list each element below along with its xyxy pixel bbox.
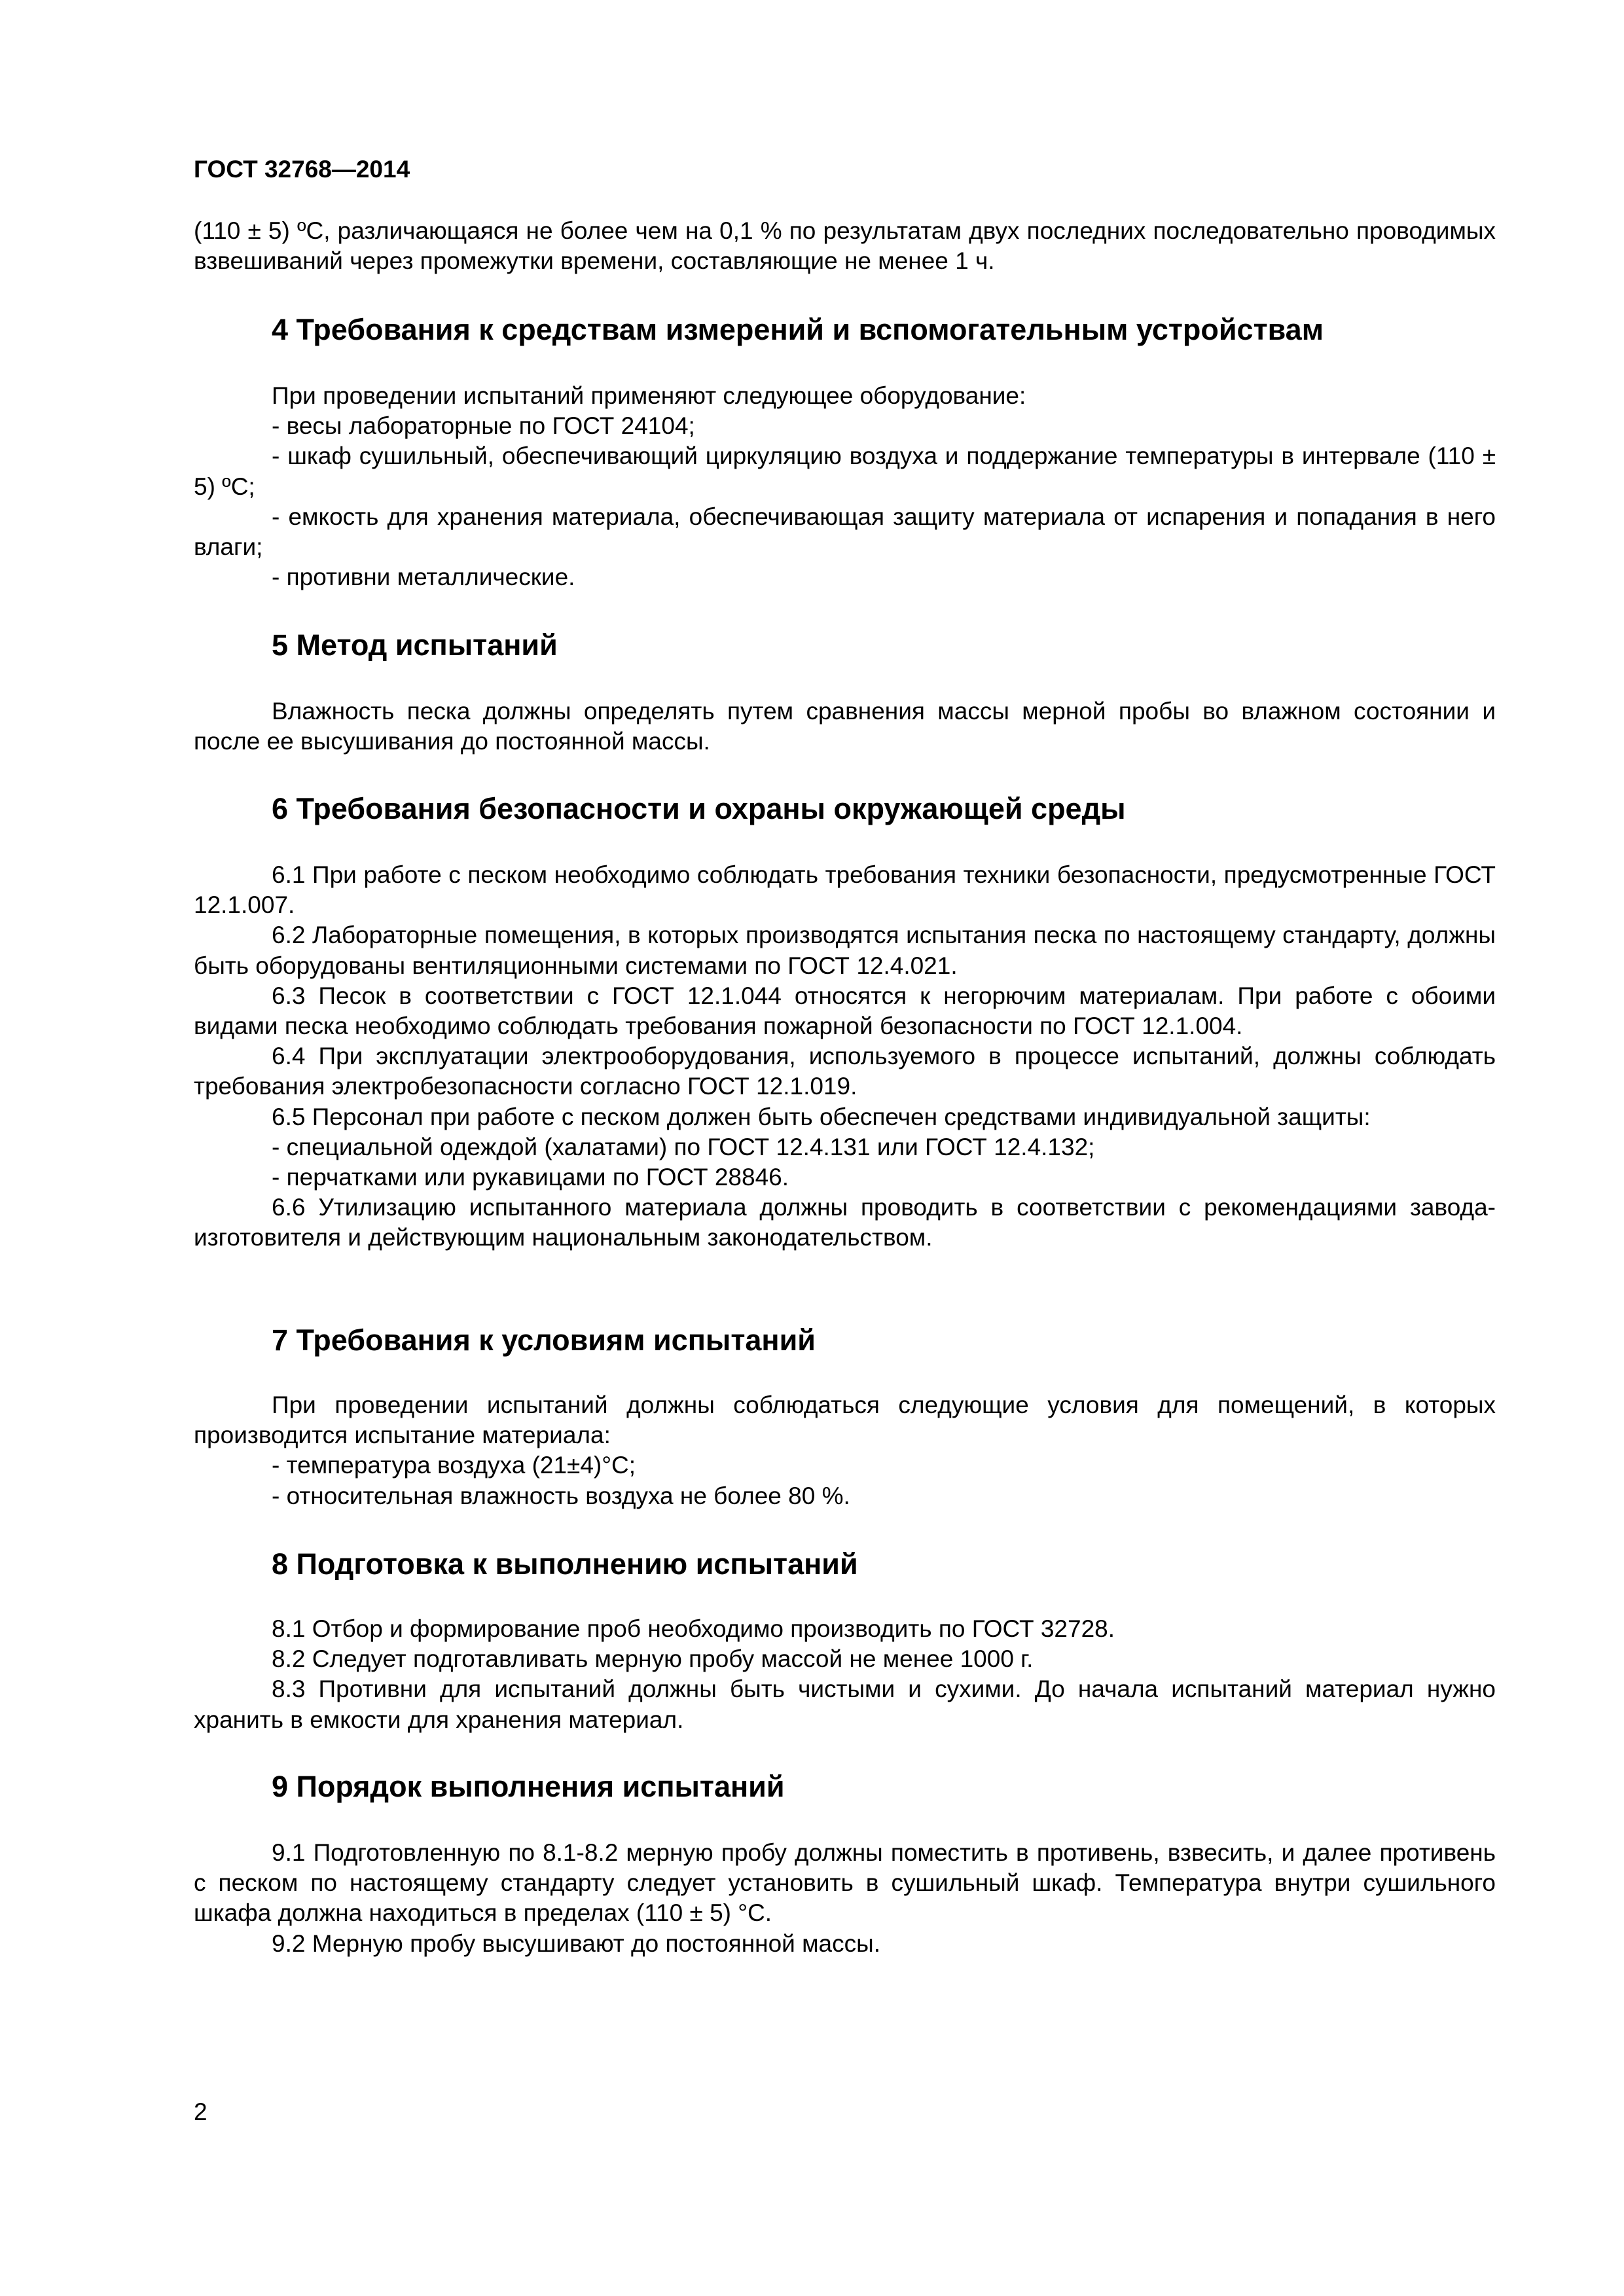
section-4-item: - емкость для хранения материала, обеспечивающая защиту материала от испарения и попадания в него влаги; — [194, 503, 1496, 561]
section-6-5-item: - специальной одеждой (халатами) по ГОСТ 12.4.131 или ГОСТ 12.4.132; — [272, 1133, 1095, 1160]
section-8-body — [194, 1614, 1496, 1735]
section-9-title: 9 Порядок выполнения испытаний — [272, 1770, 785, 1803]
section-6-6: 6.6 Утилизацию испытанного материала должны проводить в соответствии с рекомендациями завода-изготовителя и действующим национальным законодательством. — [194, 1194, 1496, 1251]
section-5-title: 5 Метод испытаний — [272, 628, 558, 662]
section-6-3: 6.3 Песок в соответствии с ГОСТ 12.1.044 относятся к негорючим материалам. При работе с обоими видами песка необходимо соблюдать требования пожарной безопасности по ГОСТ 12.1.004. — [194, 982, 1496, 1040]
section-4-item: - шкаф сушильный, обеспечивающий циркуляцию воздуха и поддержание температуры в интервале (110 ± 5) ºС; — [194, 442, 1496, 500]
section-4-item: - весы лабораторные по ГОСТ 24104; — [272, 412, 695, 440]
section-8-title-block — [194, 1546, 1496, 1583]
section-4-title: 4 Требования к средствам измерений и вспомогательным устройствам — [272, 313, 1324, 346]
section-7-body — [194, 1390, 1496, 1511]
section-6-5: 6.5 Персонал при работе с песком должен быть обеспечен средствами индивидуальной защиты: — [272, 1103, 1371, 1130]
section-8-1: 8.1 Отбор и формирование проб необходимо производить по ГОСТ 32728. — [272, 1615, 1115, 1642]
section-7-title: 7 Требования к условиям испытаний — [272, 1323, 816, 1357]
section-4-lead: При проведении испытаний применяют следующее оборудование: — [272, 382, 1026, 409]
section-6-title: 6 Требования безопасности и охраны окружающей среды — [272, 792, 1126, 825]
section-4-title-block — [194, 312, 1496, 348]
section-6-1: 6.1 При работе с песком необходимо соблюдать требования техники безопасности, предусмотренные ГОСТ 12.1.007. — [194, 861, 1496, 919]
section-6-title-block — [194, 791, 1496, 827]
intro-paragraph: (110 ± 5) ºС, различающаяся не более чем на 0,1 % по результатам двух последних последовательно проводимых взвешиваний через промежутки времени, составляющие не менее 1 ч. — [194, 217, 1496, 275]
section-7-item: - температура воздуха (21±4)°С; — [272, 1452, 636, 1479]
section-8-title: 8 Подготовка к выполнению испытаний — [272, 1547, 858, 1581]
section-4-item: - противни металлические. — [272, 564, 575, 591]
section-8-2: 8.2 Следует подготавливать мерную пробу массой не менее 1000 г. — [272, 1645, 1034, 1673]
page-number: 2 — [194, 2098, 208, 2125]
section-7-item: - относительная влажность воздуха не более 80 %. — [272, 1482, 850, 1509]
section-4-body — [194, 381, 1496, 592]
section-6-5-item: - перчатками или рукавицами по ГОСТ 28846. — [272, 1164, 789, 1191]
section-9-1: 9.1 Подготовленную по 8.1-8.2 мерную пробу должны поместить в противень, взвесить, и далее противень с песком по настоящему стандарту следует установить в сушильный шкаф. Температура внутри сушильного шкафа должна находиться в пределах (110 ± 5) °С. — [194, 1839, 1496, 1927]
section-8-3: 8.3 Противни для испытаний должны быть чистыми и сухими. До начала испытаний материал нужно хранить в емкости для хранения материал. — [194, 1676, 1496, 1733]
section-5-title-block — [194, 627, 1496, 664]
section-9-2: 9.2 Мерную пробу высушивают до постоянной массы. — [272, 1929, 880, 1957]
section-7-lead: При проведении испытаний должны соблюдаться следующие условия для помещений, в которых производится испытание материала: — [194, 1391, 1496, 1449]
section-6-body — [194, 860, 1496, 1253]
intro-block — [194, 216, 1496, 276]
section-9-title-block — [194, 1768, 1496, 1805]
section-5-paragraph: Влажность песка должны определять путем сравнения массы мерной пробы во влажном состоянии и после ее высушивания до постоянной массы. — [194, 698, 1496, 755]
section-6-4: 6.4 При эксплуатации электрооборудования, используемого в процессе испытаний, должны соблюдать требования электробезопасности согласно ГОСТ 12.1.019. — [194, 1043, 1496, 1100]
section-5-body — [194, 696, 1496, 757]
section-7-title-block — [194, 1322, 1496, 1359]
section-9-body — [194, 1838, 1496, 1959]
section-6-2: 6.2 Лабораторные помещения, в которых производятся испытания песка по настоящему стандарту, должны быть оборудованы вентиляционными системами по ГОСТ 12.4.021. — [194, 922, 1496, 979]
document-code-header: ГОСТ 32768—2014 — [194, 156, 410, 183]
